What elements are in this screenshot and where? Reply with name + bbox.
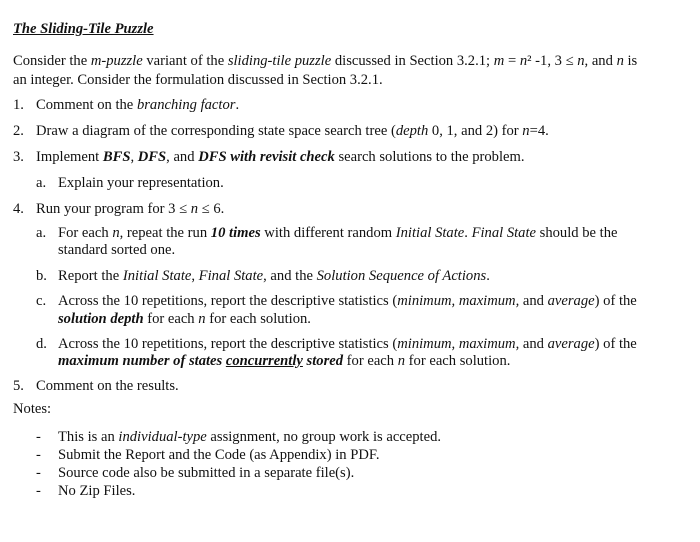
bullet-dash: - [36, 465, 41, 481]
intro-text: n [616, 53, 624, 69]
item-text: Report the [58, 268, 123, 284]
item-text: Final State [198, 268, 264, 284]
subitem-number: a. [36, 175, 47, 191]
item-4a-line-1 [58, 224, 618, 242]
note-3: Source code also be submitted in a separate file(s). [58, 465, 355, 481]
item-4a-line-2: standard sorted one. [58, 242, 176, 258]
item-number: 1. [13, 97, 24, 113]
intro-text: = [504, 53, 520, 69]
item-text: , repeat the run [119, 225, 211, 241]
intro-text: is [623, 53, 638, 69]
item-text: . [235, 97, 240, 113]
item-text: , [191, 268, 199, 284]
item-number: 4. [13, 201, 24, 217]
note-1 [58, 428, 441, 446]
item-number: 2. [13, 123, 24, 139]
item-text: minimum, maximum, [397, 293, 520, 309]
notes-label: Notes: [13, 401, 52, 417]
intro-text: sliding-tile puzzle [227, 53, 332, 69]
item-text: concurrently [225, 353, 303, 369]
item-text: n [190, 201, 199, 217]
item-4b-text [58, 267, 490, 285]
intro-text: , and [584, 53, 617, 69]
item-4c-line-1 [58, 292, 637, 310]
item-text: solution depth [58, 311, 144, 327]
item-4c-line-2 [58, 310, 311, 328]
item-text: n [198, 311, 206, 327]
bullet-dash: - [36, 483, 41, 499]
item-text: . [486, 268, 490, 284]
item-4-text [36, 200, 224, 218]
note-2: Submit the Report and the Code (as Appendix) in PDF. [58, 447, 380, 463]
item-text: Across the 10 repetitions, report the descriptive statistics ( [58, 336, 398, 352]
item-text: should be the [536, 225, 618, 241]
item-text: average [547, 293, 595, 309]
intro-text: discussed in Section 3.2.1; [331, 53, 494, 69]
item-text: maximum number of states [58, 353, 226, 369]
document-title: The Sliding-Tile Puzzle [13, 21, 154, 37]
item-4d-line-2 [58, 352, 510, 370]
note-text: individual-type [118, 429, 207, 445]
subitem-number: d. [36, 336, 47, 352]
item-text: n [522, 123, 530, 139]
intro-text: Consider the [13, 53, 91, 69]
intro-text: n [519, 53, 528, 69]
item-text: for each [143, 311, 199, 327]
item-text: for each [343, 353, 398, 369]
item-text: stored [302, 353, 344, 369]
item-4d-line-1 [58, 335, 637, 353]
item-text: Run your program for 3 ≤ [36, 201, 191, 217]
item-text: DFS with revisit check [198, 149, 335, 165]
item-text: Across the 10 repetitions, report the descriptive statistics ( [58, 293, 398, 309]
intro-text: ² -1, 3 ≤ [527, 53, 578, 69]
intro-line-2: an integer. Consider the formulation discussed in Section 3.2.1. [13, 72, 383, 88]
item-1-text [36, 96, 239, 114]
item-text: , and [166, 149, 199, 165]
item-text: . [464, 225, 472, 241]
item-text: ≤ 6. [198, 201, 225, 217]
note-4: No Zip Files. [58, 483, 136, 499]
item-text: DFS [137, 149, 167, 165]
intro-text: variant of the [142, 53, 228, 69]
item-text: Solution Sequence of Actions [316, 268, 487, 284]
item-text: with different random [260, 225, 396, 241]
item-text: Initial State [395, 225, 465, 241]
item-number: 5. [13, 378, 24, 394]
item-text: Draw a diagram of the corresponding state space search tree ( [36, 123, 396, 139]
subitem-number: b. [36, 268, 47, 284]
item-text: Initial State [122, 268, 192, 284]
intro-text: m [493, 53, 505, 69]
item-text: ) of the [594, 293, 637, 309]
item-text: Final State [471, 225, 537, 241]
item-text: minimum, maximum, [397, 336, 520, 352]
item-text: BFS [102, 149, 131, 165]
item-text: search solutions to the problem. [334, 149, 525, 165]
item-text: and [519, 336, 548, 352]
intro-text: n [577, 53, 585, 69]
item-text: average [547, 336, 595, 352]
item-text: For each [58, 225, 113, 241]
intro-text: m-puzzle [90, 53, 143, 69]
item-text: branching factor [136, 97, 236, 113]
item-5-text: Comment on the results. [36, 378, 179, 394]
note-text: This is an [58, 429, 119, 445]
item-text: n [397, 353, 406, 369]
item-text: Comment on the [36, 97, 137, 113]
item-3a-text: Explain your representation. [58, 175, 224, 191]
item-number: 3. [13, 149, 24, 165]
item-text: Implement [36, 149, 103, 165]
item-3-text [36, 148, 525, 166]
item-text: ) of the [594, 336, 637, 352]
item-2-text [36, 122, 549, 140]
note-text: assignment, no group work is accepted. [206, 429, 442, 445]
bullet-dash: - [36, 447, 41, 463]
bullet-dash: - [36, 429, 41, 445]
subitem-number: a. [36, 225, 47, 241]
item-text: =4. [529, 123, 549, 139]
item-text: , [130, 149, 138, 165]
item-text: 10 times [210, 225, 261, 241]
intro-line-1 [13, 52, 637, 70]
subitem-number: c. [36, 293, 47, 309]
item-text: 0, 1, and 2) for [428, 123, 523, 139]
item-text: n [112, 225, 120, 241]
item-text: for each solution. [405, 353, 511, 369]
item-text: and [519, 293, 548, 309]
item-text: , and the [263, 268, 317, 284]
item-text: for each solution. [205, 311, 311, 327]
item-text: depth [395, 123, 429, 139]
